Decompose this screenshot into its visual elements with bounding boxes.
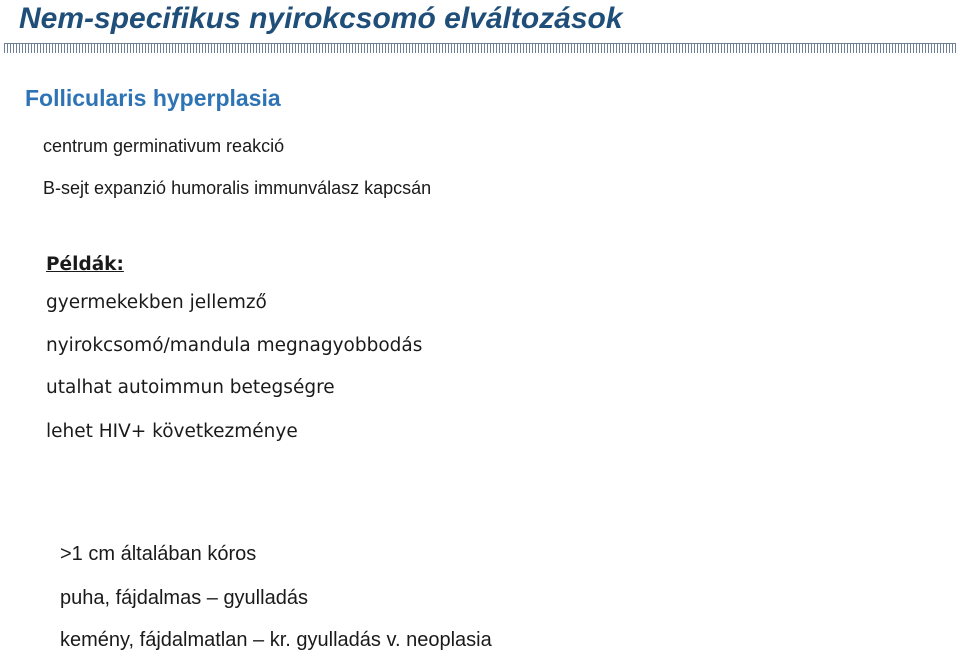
size-note: puha, fájdalmas – gyulladás [60,587,308,609]
intro-line: centrum germinativum reakció [43,136,285,156]
section-heading: Follicularis hyperplasia [25,85,281,111]
example-item: nyirokcsomó/mandula megnagyobbodás [46,335,423,356]
examples-label: Példák: [46,254,124,275]
slide-title: Nem-specifikus nyirokcsomó elváltozások [19,2,623,35]
size-note: kemény, fájdalmatlan – kr. gyulladás v. neoplasia [60,629,492,651]
intro-line: B-sejt expanzió humoralis immunválasz kapcsán [43,178,432,198]
size-note: >1 cm általában kóros [60,543,257,565]
example-item: gyermekekben jellemző [46,292,267,313]
title-rule-pattern [4,44,956,53]
example-item: lehet HIV+ következménye [46,421,298,442]
example-item: utalhat autoimmun betegségre [46,377,335,398]
